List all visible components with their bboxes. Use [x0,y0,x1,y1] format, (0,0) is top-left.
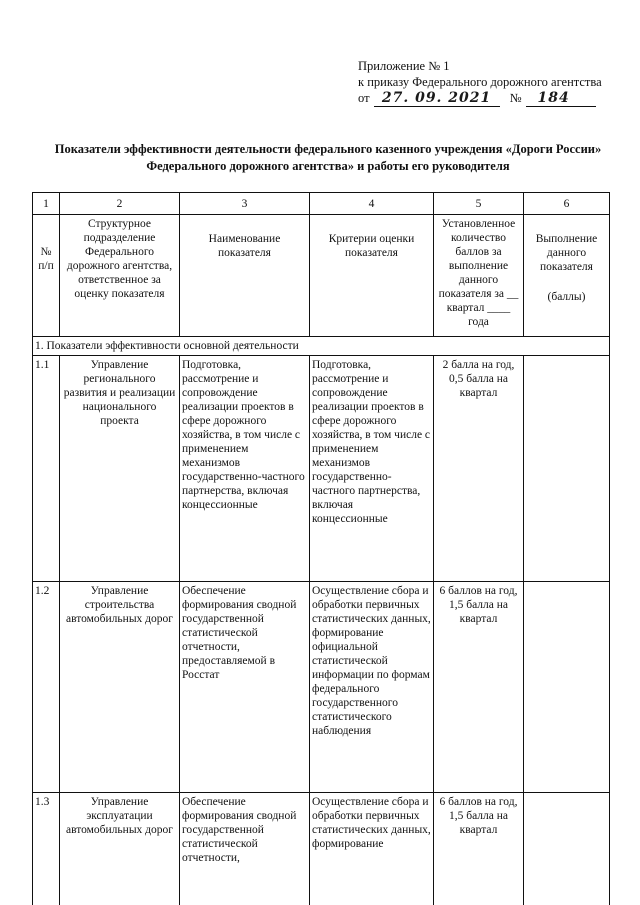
appendix-title: Приложение № 1 [358,59,450,73]
column-number-row [33,193,610,215]
column-number: 3 [180,193,310,215]
row-indicator-name: Обеспечение формирования сводной государственной статистической отчетности, предоставляемой в Росстат [180,582,310,793]
row-indicator-name: Подготовка, рассмотрение и сопровождение реализации проектов в сфере дорожного хозяйства, в том числе с применением механизмов государственно-частного партнерства, включая концессионные [180,356,310,582]
row-department: Управление регионального развития и реализации национального проекта [60,356,180,582]
header-criteria: Критерии оценки показателя [310,215,434,337]
row-department: Управление эксплуатации автомобильных дорог [60,793,180,905]
row-points: 2 балла на год, 0,5 балла на квартал [434,356,524,582]
appendix-order-ref: к приказу Федерального дорожного агентства [358,75,602,89]
row-department: Управление строительства автомобильных дорог [60,582,180,793]
header-department: Структурное подразделение Федерального дорожного агентства, ответственное за оценку показателя [60,215,180,337]
column-number: 2 [60,193,180,215]
header-points: Установленное количество баллов за выполнение данного показателя за __ квартал ____ года [434,215,524,337]
column-number: 1 [33,193,60,215]
column-number: 5 [434,193,524,215]
row-number: 1.2 [33,582,60,793]
header-completion: Выполнение данного показателя (баллы) [524,215,610,337]
section-row [33,337,610,356]
indicators-table [32,192,610,905]
title-line-2: Федерального дорожного агентства» и работы его руководителя [146,159,510,173]
from-label: от [358,91,370,105]
row-indicator-name: Обеспечение формирования сводной государственной статистической отчетности, [180,793,310,905]
row-points: 6 баллов на год, 1,5 балла на квартал [434,793,524,905]
header-row [33,215,610,337]
header-number: № п/п [33,215,60,337]
row-criteria: Осуществление сбора и обработки первичных статистических данных, формирование [310,793,434,905]
appendix-block [358,58,602,107]
column-number: 4 [310,193,434,215]
appendix-date-line [358,90,602,107]
title-line-1: Показатели эффективности деятельности федерального казенного учреждения «Дороги России» [54,142,602,156]
row-completion [524,582,610,793]
row-criteria: Подготовка, рассмотрение и сопровождение реализации проектов в сфере дорожного хозяйства, в том числе с применением механизмов государственно-частного партнерства, включая концессионные [310,356,434,582]
table-row [33,582,610,793]
row-completion [524,356,610,582]
row-criteria: Осуществление сбора и обработки первичных статистических данных, формирование официальной статистической информации по формам федерального государственного статистического наблюдения [310,582,434,793]
section-title: 1. Показатели эффективности основной деятельности [33,337,610,356]
column-number: 6 [524,193,610,215]
number-label: № [509,91,522,105]
handwritten-number: 184 [526,91,596,107]
header-indicator-name: Наименование показателя [180,215,310,337]
table-row [33,793,610,905]
document-title [38,141,618,175]
handwritten-date: 27. 09. 2021 [374,91,500,107]
row-number: 1.1 [33,356,60,582]
row-completion [524,793,610,905]
row-number: 1.3 [33,793,60,905]
table-row [33,356,610,582]
row-points: 6 баллов на год, 1,5 балла на квартал [434,582,524,793]
